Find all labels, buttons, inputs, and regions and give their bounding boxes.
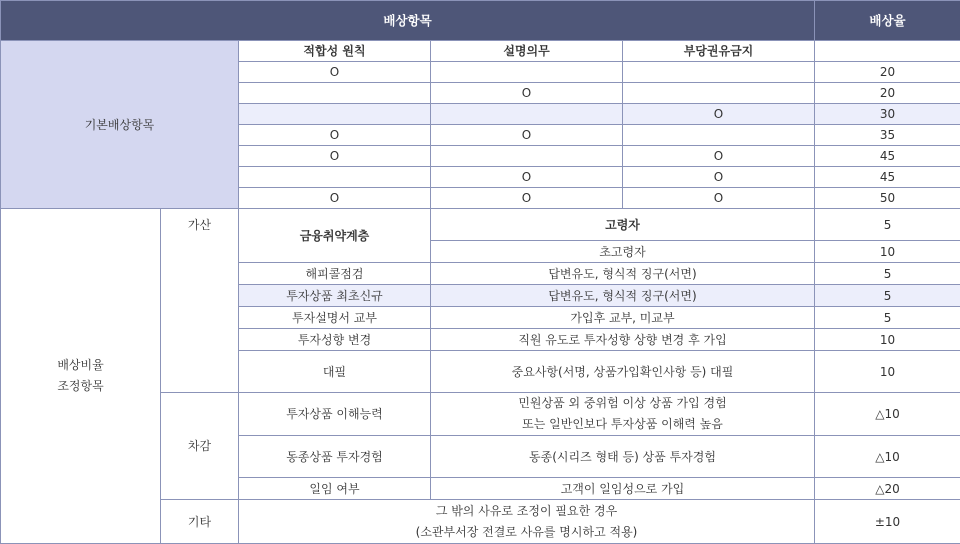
etc-desc-line1: 그 밖의 사유로 조정이 필요한 경우: [436, 504, 617, 518]
etc-desc-line2: (소관부서장 전결로 사유를 명시하고 적용): [416, 525, 638, 539]
header-item-label: 배상항목: [1, 1, 815, 41]
super-elder-label: 초고령자: [431, 241, 815, 263]
rate-cell: 5: [815, 307, 960, 329]
sub-desc-line1: 민원상품 외 중위험 이상 상품 가입 경험: [518, 396, 726, 410]
rate-cell: 30: [815, 104, 960, 125]
rate-cell: 35: [815, 125, 960, 146]
sub-desc: 동종(시리즈 형태 등) 상품 투자경험: [431, 436, 815, 478]
mark-cell: O: [239, 146, 431, 167]
rate-cell: 5: [815, 285, 960, 307]
mark-cell: O: [431, 83, 623, 104]
mark-cell: [623, 83, 815, 104]
rate-cell: 50: [815, 188, 960, 209]
add-desc: 직원 유도로 투자성향 상향 변경 후 가입: [431, 329, 815, 351]
rate-cell: 20: [815, 83, 960, 104]
sub-desc: 고객이 일임성으로 가입: [431, 478, 815, 500]
add-item: 대필: [239, 351, 431, 393]
mark-cell: O: [623, 104, 815, 125]
col-header-explanation: 설명의무: [431, 41, 623, 62]
mark-cell: [431, 62, 623, 83]
add-item: 투자설명서 교부: [239, 307, 431, 329]
mark-cell: O: [431, 188, 623, 209]
add-desc: 가입후 교부, 미교부: [431, 307, 815, 329]
mark-cell: [623, 125, 815, 146]
mark-cell: [431, 104, 623, 125]
rate-cell: ±10: [815, 500, 960, 544]
col-header-no-unfair: 부당권유금지: [623, 41, 815, 62]
rate-cell: 5: [815, 263, 960, 285]
col-header-suitability: 적합성 원칙: [239, 41, 431, 62]
adjust-label-line1: 배상비율: [57, 358, 103, 372]
rate-cell: 10: [815, 241, 960, 263]
add-item: 해피콜점검: [239, 263, 431, 285]
header-rate-label: 배상율: [815, 1, 960, 41]
sub-group-label: 차감: [161, 393, 239, 500]
sub-item: 동종상품 투자경험: [239, 436, 431, 478]
add-group-label: 가산: [161, 209, 239, 393]
rate-cell: △10: [815, 436, 960, 478]
rate-cell-empty: [815, 41, 960, 62]
rate-cell: 10: [815, 329, 960, 351]
add-desc: 답변유도, 형식적 징구(서면): [431, 263, 815, 285]
vulnerable-group-label: 금융취약계층: [239, 209, 431, 263]
etc-desc: [239, 500, 815, 544]
add-desc: 중요사항(서명, 상품가입확인사항 등) 대필: [431, 351, 815, 393]
adjust-label-line2: 조정항목: [57, 379, 103, 393]
mark-cell: O: [623, 188, 815, 209]
rate-cell: △20: [815, 478, 960, 500]
sub-item: 투자상품 이해능력: [239, 393, 431, 436]
rate-cell: 20: [815, 62, 960, 83]
elder-label: 고령자: [431, 209, 815, 241]
mark-cell: O: [431, 167, 623, 188]
mark-cell: [239, 167, 431, 188]
sub-item: 일임 여부: [239, 478, 431, 500]
rate-cell: 10: [815, 351, 960, 393]
etc-group-label: 기타: [161, 500, 239, 544]
mark-cell: [623, 62, 815, 83]
add-desc: 답변유도, 형식적 징구(서면): [431, 285, 815, 307]
add-item: 투자상품 최초신규: [239, 285, 431, 307]
basic-section-label: 기본배상항목: [1, 41, 239, 209]
mark-cell: [239, 104, 431, 125]
rate-cell: △10: [815, 393, 960, 436]
add-item: 투자성향 변경: [239, 329, 431, 351]
rate-cell: 45: [815, 167, 960, 188]
mark-cell: [239, 83, 431, 104]
mark-cell: O: [623, 167, 815, 188]
rate-cell: 45: [815, 146, 960, 167]
rate-cell: 5: [815, 209, 960, 241]
mark-cell: O: [239, 125, 431, 146]
mark-cell: [431, 146, 623, 167]
mark-cell: O: [239, 62, 431, 83]
mark-cell: O: [623, 146, 815, 167]
sub-desc: [431, 393, 815, 436]
sub-desc-line2: 또는 일반인보다 투자상품 이해력 높음: [522, 417, 723, 431]
adjust-section-label: [1, 209, 161, 544]
mark-cell: O: [431, 125, 623, 146]
mark-cell: O: [239, 188, 431, 209]
